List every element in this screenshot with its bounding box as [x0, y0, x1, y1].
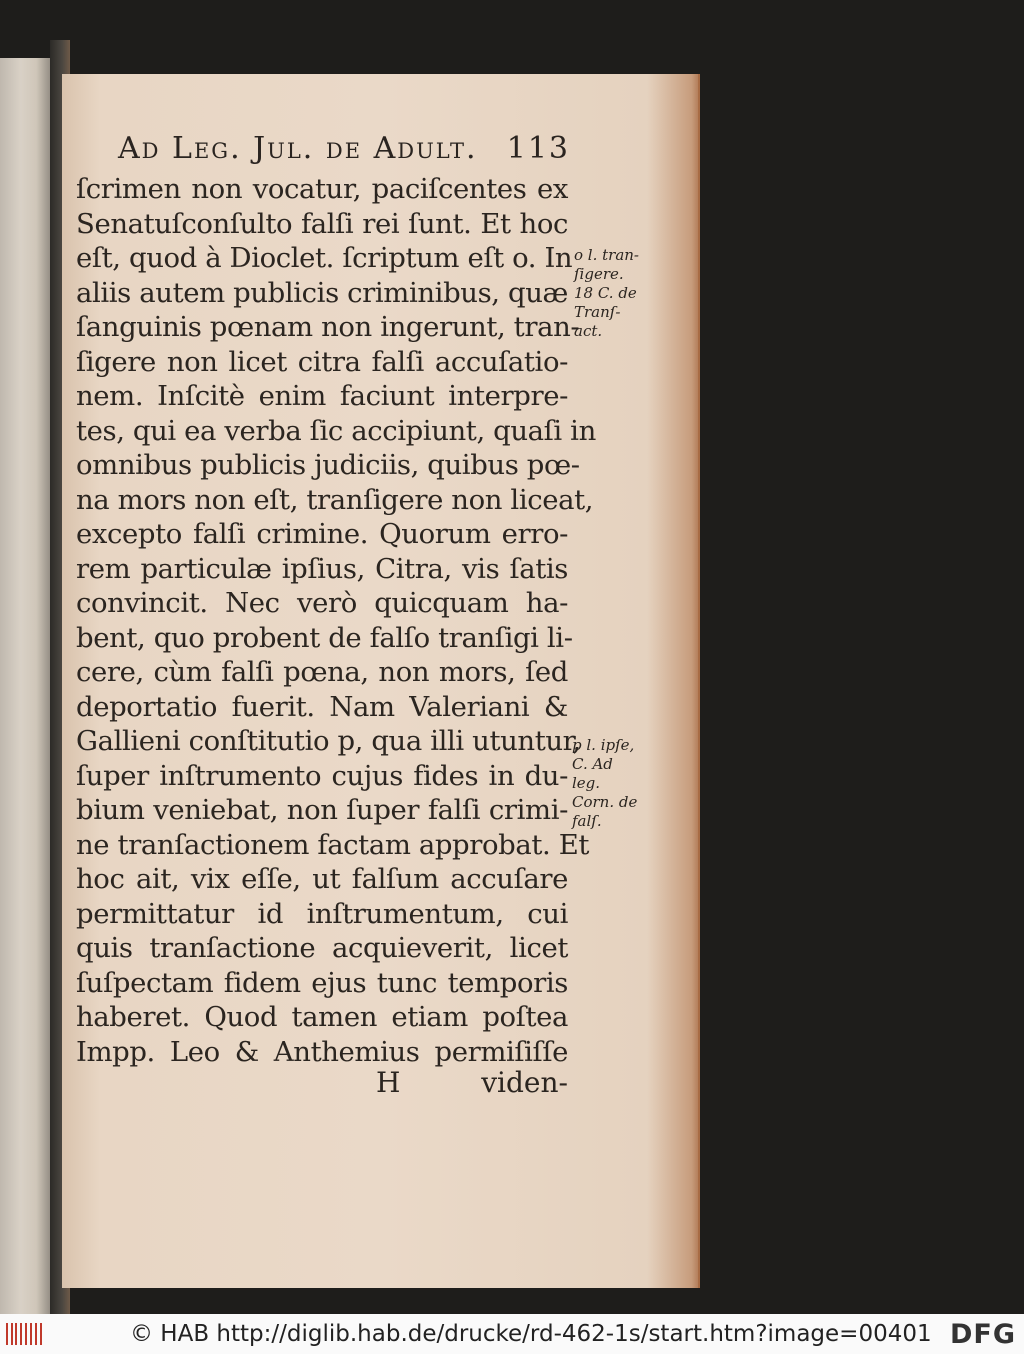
text-line: ſigere non licet citra falſi accuſatio-: [76, 345, 568, 378]
text-line: haberet. Quod tamen etiam poſtea: [76, 1001, 568, 1033]
footer-bar: [0, 1314, 1024, 1354]
text-line: na mors non eſt, tranſigere non liceat,: [76, 483, 594, 516]
text-line: ſuſpectam fidem ejus tunc temporis: [76, 966, 568, 999]
running-head: [118, 128, 570, 168]
text-line: ſuper inſtrumento cujus fides in du-: [76, 759, 568, 792]
text-line: omnibus publicis judiciis, quibus pœ-: [76, 449, 580, 481]
catchword-line: [376, 1066, 568, 1102]
margin-note-line: Tranſ-: [574, 303, 621, 321]
text-line: bent, quo probent de falſo tranſigi li-: [76, 621, 573, 654]
copyright-link[interactable]: © HAB http://diglib.hab.de/drucke/rd-462-1s/start.htm?image=00401: [130, 1321, 932, 1347]
text-line: convincit. Nec verò quicquam ha-: [76, 587, 568, 619]
text-line: bium veniebat, non ſuper falſi crimi-: [76, 794, 568, 826]
margin-note-line: Corn. de: [572, 793, 638, 811]
text-line: cere, cùm falſi pœna, non mors, ſed: [76, 656, 568, 688]
margin-note-line: act.: [574, 322, 603, 340]
margin-note-line: p l. ipſe,: [572, 736, 635, 754]
text-line: ſcrimen non vocatur, paciſcentes ex: [76, 173, 568, 205]
margin-note-line: falſ.: [572, 812, 602, 830]
catchword: viden-: [481, 1066, 568, 1099]
text-line: excepto falſi crimine. Quorum erro-: [76, 518, 568, 550]
margin-note-line: o l. tran-: [574, 246, 640, 264]
text-line: nem. Inſcitè enim faciunt interpre-: [76, 380, 568, 412]
text-line: deportatio fuerit. Nam Valeriani &: [76, 690, 568, 723]
signature-mark: H: [376, 1066, 401, 1099]
margin-note-line: C. Ad: [572, 755, 613, 773]
barcode-icon: [6, 1321, 46, 1347]
text-line: tes, qui ea verba ſic accipiunt, quaſi in: [76, 414, 596, 447]
text-line: Impp. Leo & Anthemius permiſiſſe: [76, 1035, 568, 1068]
margin-note-line: 18 C. de: [574, 284, 637, 302]
margin-note-line: leg.: [572, 774, 601, 792]
dfg-logo: DFG: [949, 1319, 1016, 1350]
text-line: quis tranſactione acquieverit, licet: [76, 932, 568, 964]
text-line: ne tranſactionem factam approbat. Et: [76, 828, 590, 861]
running-head-title: Ad Leg. Jul. de Adult.: [118, 130, 478, 166]
text-line: permittatur id inſtrumentum, cui: [76, 897, 568, 930]
text-line: rem particulæ ipſius, Citra, vis ſatis: [76, 552, 568, 585]
text-line: Gallieni conſtitutio p, qua illi utuntur,: [76, 725, 581, 757]
text-line: hoc ait, vix eſſe, ut falſum accuſare: [76, 863, 568, 895]
previous-page-edge: [0, 58, 52, 1314]
text-line: aliis autem publicis criminibus, quæ: [76, 276, 568, 309]
text-line: ſanguinis pœnam non ingerunt, tran-: [76, 311, 580, 343]
margin-note: [572, 736, 637, 831]
margin-note: [574, 246, 639, 341]
margin-note-line: ſigere.: [574, 265, 624, 283]
page-number: 113: [506, 130, 570, 166]
text-line: Senatuſconſulto falſi rei ſunt. Et hoc: [76, 207, 568, 240]
text-line: eſt, quod à Dioclet. ſcriptum eſt o. In: [76, 242, 573, 274]
